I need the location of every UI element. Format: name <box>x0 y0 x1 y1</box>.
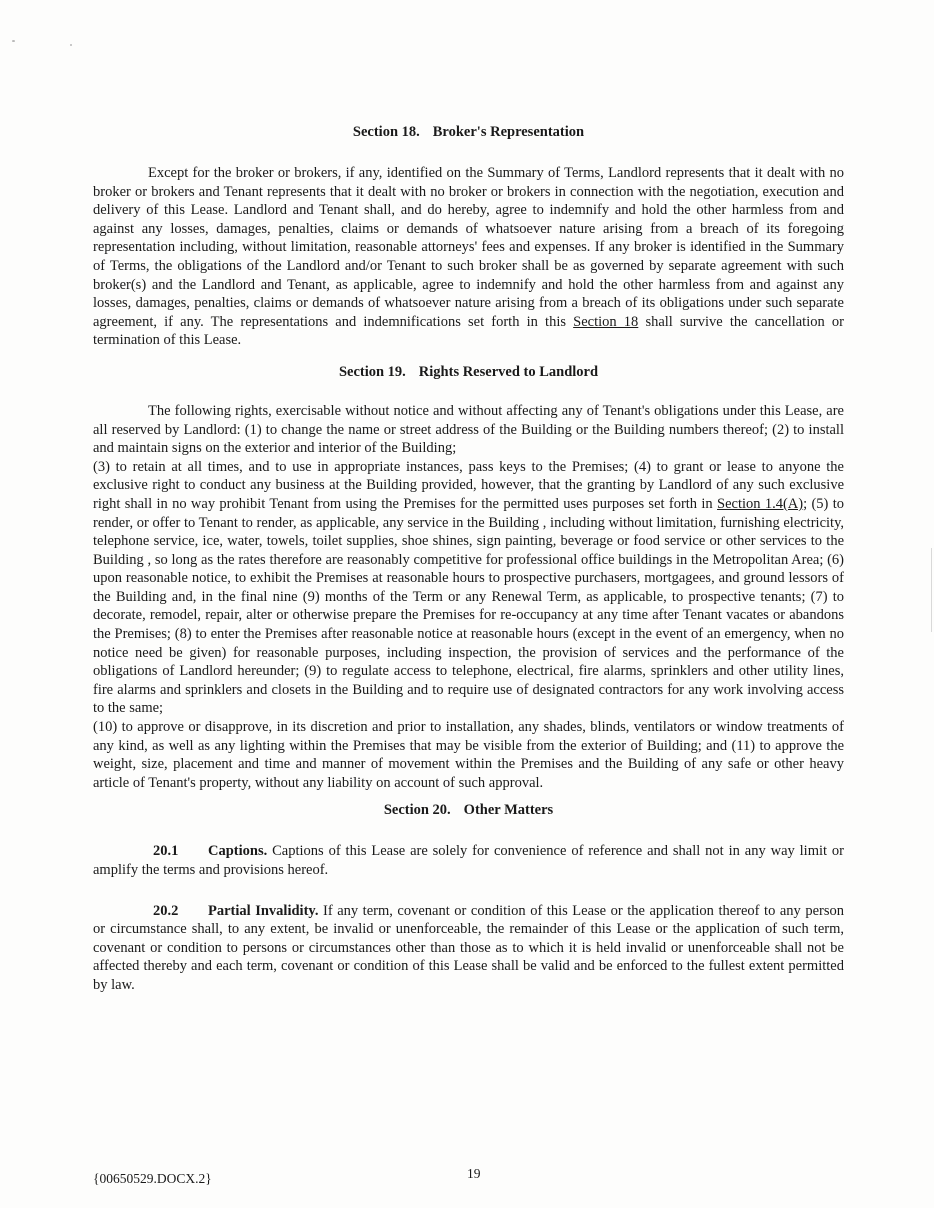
section-19-heading <box>93 362 844 382</box>
section-18-number: Section 18. <box>352 124 420 140</box>
section-20-heading <box>93 800 844 820</box>
section-19-text-b: ; (5) to render, or offer to Tenant to render, as applicable, any service in the Building , including without limitation, furnishing electricity, telephone service, ice, water, towels, toilet supplies, shoe shines, sign painting, beverage or food service or other services to the Building , so long as the rates therefore are reasonably competitive for professional office buildings in the Metropolitan Area; (6) upon reasonable notice, to exhibit the Premises at reasonable hours to prospective purchasers, mortgagees, and ground lessors of the Building and, in the final nine (9) months of the Term or any Renewal Term, as applicable, to prospective tenants; (7) to decorate, remodel, repair, alter or otherwise prepare the Premises for re-occupancy at any time after Tenant vacates or abandons the Premises; (8) to enter the Premises after reasonable notice at reasonable hours (except in the event of an emergency, when no notice need be given) for reasonable purposes, including inspection, the provision of services and the performance of the obligations of Landlord hereunder; (9) to regulate access to telephone, electrical, fire alarms, sprinklers and other utility lines, fire alarms and sprinklers and closets in the Building and to require use of designated contractors for any work involving access to the same; <box>93 495 845 717</box>
section-20-1-number: 20.1 <box>153 843 179 860</box>
scan-speck <box>70 44 72 46</box>
section-20-1-title: Captions. <box>208 843 268 860</box>
section-18-text-a: Except for the broker or brokers, if any, identified on the Summary of Terms, Landlord represents that it dealt with no broker or brokers and Tenant represents that it dealt with no broker or brokers in connection with the negotiation, execution and delivery of this Lease. Landlord and Tenant shall, and do hereby, agree to indemnify and hold the other harmless from and against any losses, damages, penalties, claims or demands of whatsoever nature arising from a breach of its foregoing representation including, without limitation, reasonable attorneys' fees and expenses. If any broker is identified in the Summary of Terms, the obligations of the Landlord and/or Tenant to such broker shall be as governed by separate agreement with such broker(s) and the Landlord and Tenant, as applicable, agree to indemnify and hold the other harmless from and against any losses, damages, penalties, claims or demands of whatsoever nature arising from a breach of its obligations under such separate agreement, if any. The representations and indemnifications set forth in this <box>93 165 844 330</box>
section-20-2-text: If any term, covenant or condition of this Lease or the application thereof to any person or circumstance shall, to any extent, be invalid or unenforceable, the remainder of this Lease or the application of such term, covenant or condition to persons or circumstances other than those as to which it is held invalid or unenforceable shall not be affected thereby and each term, covenant or condition of this Lease shall be valid and be enforced to the fullest extent permitted by law. <box>93 902 844 993</box>
section-19-number: Section 19. <box>338 363 406 380</box>
section-19-paragraph-2 <box>93 458 844 718</box>
section-20-number: Section 20. <box>383 802 451 819</box>
section-20-1-text: Captions of this Lease are solely for convenience of reference and shall not in any way limit or amplify the terms and provisions hereof. <box>93 843 844 878</box>
section-19-text-a: (3) to retain at all times, and to use in appropriate instances, pass keys to the Premises; (4) to grant or lease to anyone the exclusive right to conduct any business at the Building provided, however, that the granting by Landlord of any such exclusive right shall in no way prohibit Tenant from using the Premises for the permitted uses purposes set forth in <box>93 458 844 512</box>
section-20-title: Other Matters <box>463 802 554 819</box>
section-18-title: Broker's Representation <box>432 124 585 140</box>
section-18-paragraph <box>93 164 844 350</box>
section-20-2-number: 20.2 <box>153 902 179 919</box>
section-19-title: Rights Reserved to Landlord <box>418 363 599 380</box>
section-18-text-b: shall survive the cancellation or termination of this Lease. <box>93 313 844 349</box>
section-19-reference: Section 1.4(A) <box>717 495 804 512</box>
document-body <box>93 122 844 995</box>
section-18-reference: Section 18 <box>573 313 639 330</box>
section-20-2-title: Partial Invalidity. <box>208 902 319 919</box>
section-20-2-paragraph <box>93 902 844 995</box>
footer-document-reference: {00650529.DOCX.2} <box>93 1171 212 1186</box>
section-19-paragraph-1: The following rights, exercisable without notice and without affecting any of Tenant's obligations under this Lease, are all reserved by Landlord: (1) to change the name or street address of the Building or the Building numbers thereof; (2) to install and maintain signs on the exterior and interior of the Building; <box>93 402 844 457</box>
section-20-1-paragraph <box>93 842 844 879</box>
section-18-heading <box>93 122 844 142</box>
section-19-paragraph-3: (10) to approve or disapprove, in its discretion and prior to installation, any shades, blinds, ventilators or window treatments of any kind, as well as any lighting within the Premises that may be visible from the exterior of Building; and (11) to approve the weight, size, placement and time and manner of movement within the Premises and the Building of any safe or other heavy article of Tenant's property, without any liability on account of such approval. <box>93 719 844 791</box>
scan-edge-mark <box>931 548 932 632</box>
scan-speck <box>12 40 15 42</box>
footer-page-number: 19 <box>467 1166 481 1181</box>
